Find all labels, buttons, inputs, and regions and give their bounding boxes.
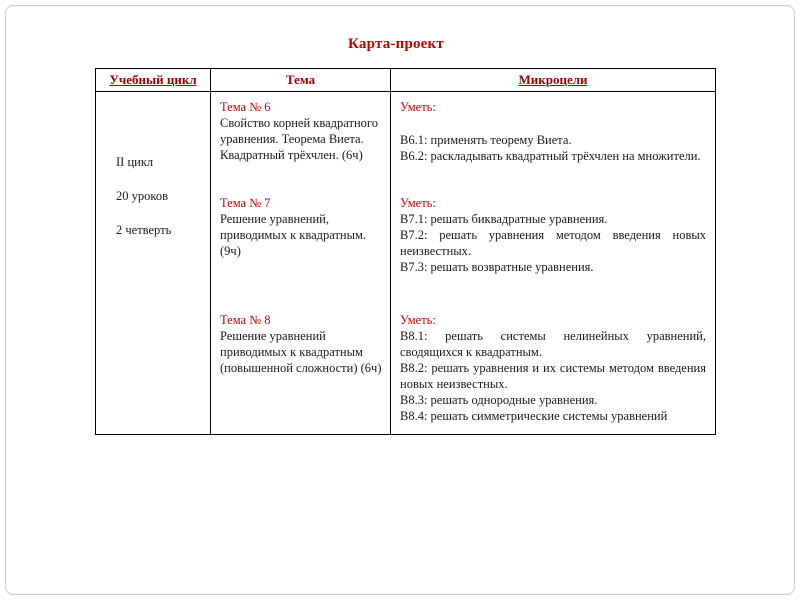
goal-item: В8.1: решать системы нелинейных уравнений, сводящихся к квадратным.	[400, 329, 706, 359]
topic-body: Решение уравнений, приводимых к квадратным. (9ч)	[220, 212, 367, 258]
slide-title: Карта-проект	[348, 36, 444, 52]
table-row-theme6	[96, 92, 716, 189]
col-header-cycle: Учебный цикл	[96, 69, 211, 92]
cycle-line: 2 четверть	[116, 223, 172, 237]
table-header-row	[96, 69, 716, 92]
goals-cell-theme6	[391, 92, 716, 189]
goal-item: В7.1: решать биквадратные уравнения.	[400, 212, 608, 226]
goals-label: Уметь:	[400, 196, 436, 210]
goal-item: В6.2: раскладывать квадратный трёхчлен на множители.	[400, 149, 701, 163]
topic-cell-theme8	[211, 305, 391, 435]
goal-item: В7.2: решать уравнения методом введения новых неизвестных.	[400, 228, 706, 258]
goals-label: Уметь:	[400, 313, 436, 327]
cycle-line: II цикл	[116, 155, 154, 169]
topic-cell-theme7	[211, 188, 391, 305]
topic-cell-theme6	[211, 92, 391, 189]
goal-item: В8.2: решать уравнения и их системы методом введения новых неизвестных.	[400, 361, 706, 391]
goals-cell-theme8	[391, 305, 716, 435]
col-header-goals: Микроцели	[391, 69, 716, 92]
topic-title: Тема № 8	[220, 313, 271, 327]
cycle-cell	[96, 92, 211, 435]
goals-cell-theme7	[391, 188, 716, 305]
goals-label: Уметь:	[400, 100, 436, 114]
topic-body: Свойство корней квадратного уравнения. Теорема Виета. Квадратный трёхчлен. (6ч)	[220, 116, 378, 162]
topic-title: Тема № 7	[220, 196, 271, 210]
goal-item: В6.1: применять теорему Виета.	[400, 133, 572, 147]
goal-item: В7.3: решать возвратные уравнения.	[400, 260, 594, 274]
col-header-topic: Тема	[211, 69, 391, 92]
topic-body: Решение уравнений приводимых к квадратным (повышенной сложности) (6ч)	[220, 329, 382, 375]
goal-item: В8.4: решать симметрические системы уравнений	[400, 409, 668, 423]
topic-title: Тема № 6	[220, 100, 271, 114]
cycle-line: 20 уроков	[116, 189, 168, 203]
goal-item: В8.3: решать однородные уравнения.	[400, 393, 598, 407]
project-map-table	[95, 68, 716, 435]
